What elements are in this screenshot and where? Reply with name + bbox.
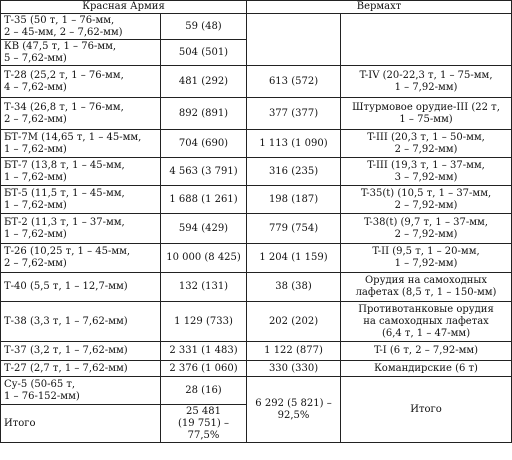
table-row: [1, 186, 512, 214]
german-count-cell: 38 (38): [247, 273, 341, 302]
table-row: [1, 302, 512, 342]
german-tank-cell: [341, 14, 512, 66]
german-tank-cell: Командирские (6 т): [341, 361, 512, 377]
soviet-count-cell: 2 331 (1 483): [161, 342, 247, 361]
german-tank-cell: Противотанковые орудия на самоходных лафетах (6,4 т, 1 – 47-мм): [341, 302, 512, 342]
soviet-count-cell: 4 563 (3 791): [161, 158, 247, 186]
soviet-tank-cell: Т-37 (3,2 т, 1 – 7,62-мм): [1, 342, 161, 361]
german-count-cell: 377 (377): [247, 98, 341, 130]
soviet-tank-cell: БТ-2 (11,3 т, 1 – 37-мм, 1 – 7,62-мм): [1, 214, 161, 244]
german-tank-cell: Итого: [341, 377, 512, 443]
table-row: [1, 158, 512, 186]
german-tank-cell: Штурмовое орудие-III (22 т, 1 – 75-мм): [341, 98, 512, 130]
soviet-count-cell: 594 (429): [161, 214, 247, 244]
header-row: [1, 1, 512, 14]
german-count-cell: 316 (235): [247, 158, 341, 186]
german-count-cell: 613 (572): [247, 66, 341, 98]
soviet-tank-cell: Итого: [1, 405, 161, 443]
table-row: [1, 273, 512, 302]
soviet-count-cell: 504 (501): [161, 40, 247, 66]
german-tank-cell: T-III (20,3 т, 1 – 50-мм, 2 – 7,92-мм): [341, 130, 512, 158]
soviet-tank-cell: Т-38 (3,3 т, 1 – 7,62-мм): [1, 302, 161, 342]
soviet-tank-cell: Т-35 (50 т, 1 – 76-мм, 2 – 45-мм, 2 – 7,62-мм): [1, 14, 161, 40]
table-row: [1, 342, 512, 361]
german-count-cell: 6 292 (5 821) – 92,5%: [247, 377, 341, 443]
soviet-count-cell: 1 129 (733): [161, 302, 247, 342]
german-count-cell: 1 122 (877): [247, 342, 341, 361]
soviet-count-cell: 132 (131): [161, 273, 247, 302]
red-army-header: Красная Армия: [1, 1, 247, 14]
soviet-count-cell: 25 481 (19 751) – 77,5%: [161, 405, 247, 443]
german-tank-cell: T-38(t) (9,7 т, 1 – 37-мм, 2 – 7,92-мм): [341, 214, 512, 244]
german-count-cell: 1 204 (1 159): [247, 244, 341, 273]
soviet-tank-cell: КВ (47,5 т, 1 – 76-мм, 5 – 7,62-мм): [1, 40, 161, 66]
table-row: [1, 14, 512, 40]
german-count-cell: 1 113 (1 090): [247, 130, 341, 158]
soviet-tank-cell: БТ-7М (14,65 т, 1 – 45-мм, 1 – 7,62-мм): [1, 130, 161, 158]
soviet-tank-cell: Т-27 (2,7 т, 1 – 7,62-мм): [1, 361, 161, 377]
german-tank-cell: T-I (6 т, 2 – 7,92-мм): [341, 342, 512, 361]
soviet-tank-cell: Т-40 (5,5 т, 1 – 12,7-мм): [1, 273, 161, 302]
soviet-count-cell: 892 (891): [161, 98, 247, 130]
german-count-cell: [247, 14, 341, 66]
table-row: [1, 214, 512, 244]
soviet-count-cell: 10 000 (8 425): [161, 244, 247, 273]
german-count-cell: 202 (202): [247, 302, 341, 342]
soviet-tank-cell: Т-34 (26,8 т, 1 – 76-мм, 2 – 7,62-мм): [1, 98, 161, 130]
german-tank-cell: T-35(t) (10,5 т, 1 – 37-мм, 2 – 7,92-мм): [341, 186, 512, 214]
soviet-count-cell: 2 376 (1 060): [161, 361, 247, 377]
german-count-cell: 330 (330): [247, 361, 341, 377]
german-count-cell: 198 (187): [247, 186, 341, 214]
table-row: [1, 130, 512, 158]
table-row: [1, 98, 512, 130]
wehrmacht-header: Вермахт: [247, 1, 512, 14]
german-count-cell: 779 (754): [247, 214, 341, 244]
soviet-count-cell: 1 688 (1 261): [161, 186, 247, 214]
german-tank-cell: T-IV (20-22,3 т, 1 – 75-мм, 1 – 7,92-мм): [341, 66, 512, 98]
table-row: [1, 361, 512, 377]
table-row: [1, 377, 512, 405]
soviet-tank-cell: БТ-5 (11,5 т, 1 – 45-мм, 1 – 7,62-мм): [1, 186, 161, 214]
german-tank-cell: Орудия на самоходных лафетах (8,5 т, 1 – 150-мм): [341, 273, 512, 302]
soviet-tank-cell: Т-28 (25,2 т, 1 – 76-мм, 4 – 7,62-мм): [1, 66, 161, 98]
soviet-tank-cell: БТ-7 (13,8 т, 1 – 45-мм, 1 – 7,62-мм): [1, 158, 161, 186]
german-tank-cell: T-II (9,5 т, 1 – 20-мм, 1 – 7,92-мм): [341, 244, 512, 273]
table-row: [1, 66, 512, 98]
soviet-tank-cell: Т-26 (10,25 т, 1 – 45-мм, 2 – 7,62-мм): [1, 244, 161, 273]
soviet-tank-cell: Су-5 (50-65 т, 1 – 76-152-мм): [1, 377, 161, 405]
soviet-count-cell: 28 (16): [161, 377, 247, 405]
table-row: [1, 244, 512, 273]
soviet-count-cell: 59 (48): [161, 14, 247, 40]
german-tank-cell: T-III (19,3 т, 1 – 37-мм, 3 – 7,92-мм): [341, 158, 512, 186]
soviet-count-cell: 704 (690): [161, 130, 247, 158]
soviet-count-cell: 481 (292): [161, 66, 247, 98]
